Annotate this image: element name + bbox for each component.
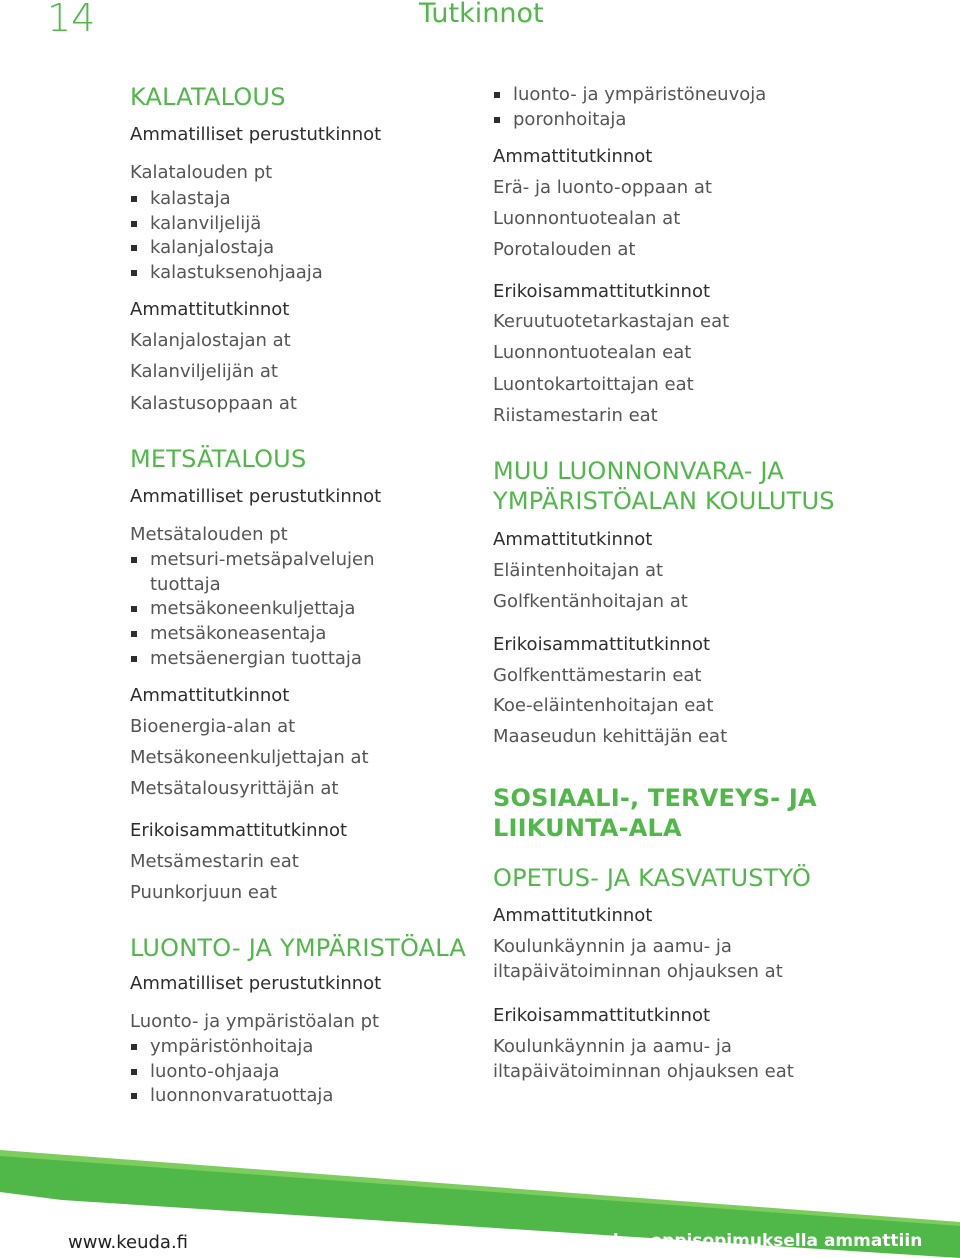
degree-name: Golfkenttämestarin eat: [493, 665, 702, 686]
list-item: metsäenergian tuottaja: [130, 647, 362, 671]
degree-name: Keruutuotetarkastajan eat: [493, 311, 730, 332]
list-item: metsuri-metsäpalvelujen: [130, 548, 375, 572]
subheading-perustutkinnot: Ammatilliset perustutkinnot: [130, 486, 382, 507]
degree-name: Kalastusoppaan at: [130, 393, 297, 414]
degree-name: Koe-eläintenhoitajan eat: [493, 695, 714, 716]
degree-name-continuation: iltapäivätoiminnan ohjauksen eat: [493, 1061, 794, 1082]
section-title-opetus: OPETUS- JA KASVATUSTYÖ: [493, 864, 812, 892]
footer-tagline: Keuda – oppisopimuksella ammattiin: [570, 1231, 923, 1251]
degree-name: Luonnontuotealan at: [493, 208, 681, 229]
degree-name: Kalanviljelijän at: [130, 361, 278, 382]
list-item-continuation: tuottaja: [150, 574, 221, 595]
degree-name: Kalatalouden pt: [130, 162, 273, 183]
degree-name: Koulunkäynnin ja aamu- ja: [493, 1036, 732, 1057]
list-item: kalastuksenohjaaja: [130, 261, 323, 285]
subheading-erikoisammattitutkinnot: Erikoisammattitutkinnot: [493, 634, 711, 655]
subheading-ammattitutkinnot: Ammattitutkinnot: [130, 685, 290, 706]
degree-name: Erä- ja luonto-oppaan at: [493, 177, 712, 198]
list-item: poronhoitaja: [493, 108, 626, 132]
degree-name-continuation: iltapäivätoiminnan ohjauksen at: [493, 961, 783, 982]
list-item: kalanviljelijä: [130, 212, 261, 236]
list-item: luonto-ohjaaja: [130, 1060, 280, 1084]
subheading-perustutkinnot: Ammatilliset perustutkinnot: [130, 973, 382, 994]
subheading-ammattitutkinnot: Ammattitutkinnot: [493, 146, 653, 167]
degree-name: Metsätalousyrittäjän at: [130, 778, 339, 799]
subheading-ammattitutkinnot: Ammattitutkinnot: [493, 905, 653, 926]
list-item: kalastaja: [130, 187, 231, 211]
section-title-muu-line2: YMPÄRISTÖALAN KOULUTUS: [493, 487, 835, 515]
degree-name: Maaseudun kehittäjän eat: [493, 726, 728, 747]
section-title-muu-line1: MUU LUONNONVARA- JA: [493, 457, 784, 485]
section-title-sosiaali-line1: SOSIAALI-, TERVEYS- JA: [493, 784, 817, 812]
list-item: ympäristönhoitaja: [130, 1035, 313, 1059]
list-item: luonnonvaratuottaja: [130, 1084, 333, 1108]
degree-name: Metsäkoneenkuljettajan at: [130, 747, 369, 768]
subheading-erikoisammattitutkinnot: Erikoisammattitutkinnot: [493, 281, 711, 302]
list-item: metsäkoneenkuljettaja: [130, 597, 355, 621]
degree-name: Luontokartoittajan eat: [493, 374, 694, 395]
degree-name: Puunkorjuun eat: [130, 882, 278, 903]
website-link[interactable]: www.keuda.fi: [68, 1232, 189, 1253]
degree-name: Koulunkäynnin ja aamu- ja: [493, 936, 732, 957]
degree-name: Golfkentänhoitajan at: [493, 591, 688, 612]
degree-name: Metsämestarin eat: [130, 851, 299, 872]
degree-name: Luonto- ja ympäristöalan pt: [130, 1011, 380, 1032]
degree-name: Kalanjalostajan at: [130, 330, 291, 351]
subheading-erikoisammattitutkinnot: Erikoisammattitutkinnot: [130, 820, 348, 841]
page-number: 14: [47, 0, 96, 40]
degree-name: Riistamestarin eat: [493, 405, 658, 426]
section-title-kalatalous: KALATALOUS: [130, 83, 286, 111]
section-title-sosiaali-line2: LIIKUNTA-ALA: [493, 814, 682, 842]
subheading-erikoisammattitutkinnot: Erikoisammattitutkinnot: [493, 1005, 711, 1026]
section-title-luonto: LUONTO- JA YMPÄRISTÖALA: [130, 934, 466, 962]
list-item: luonto- ja ympäristöneuvoja: [493, 83, 766, 107]
section-title-metsatalous: METSÄTALOUS: [130, 445, 307, 473]
subheading-ammattitutkinnot: Ammattitutkinnot: [130, 299, 290, 320]
list-item: metsäkoneasentaja: [130, 622, 326, 646]
degree-name: Luonnontuotealan eat: [493, 342, 692, 363]
subheading-perustutkinnot: Ammatilliset perustutkinnot: [130, 124, 382, 145]
degree-name: Porotalouden at: [493, 239, 636, 260]
list-item: kalanjalostaja: [130, 236, 274, 260]
degree-name: Bioenergia-alan at: [130, 716, 296, 737]
degree-name: Eläintenhoitajan at: [493, 560, 664, 581]
subheading-ammattitutkinnot: Ammattitutkinnot: [493, 529, 653, 550]
degree-name: Metsätalouden pt: [130, 524, 288, 545]
page-title: Tutkinnot: [419, 0, 544, 29]
